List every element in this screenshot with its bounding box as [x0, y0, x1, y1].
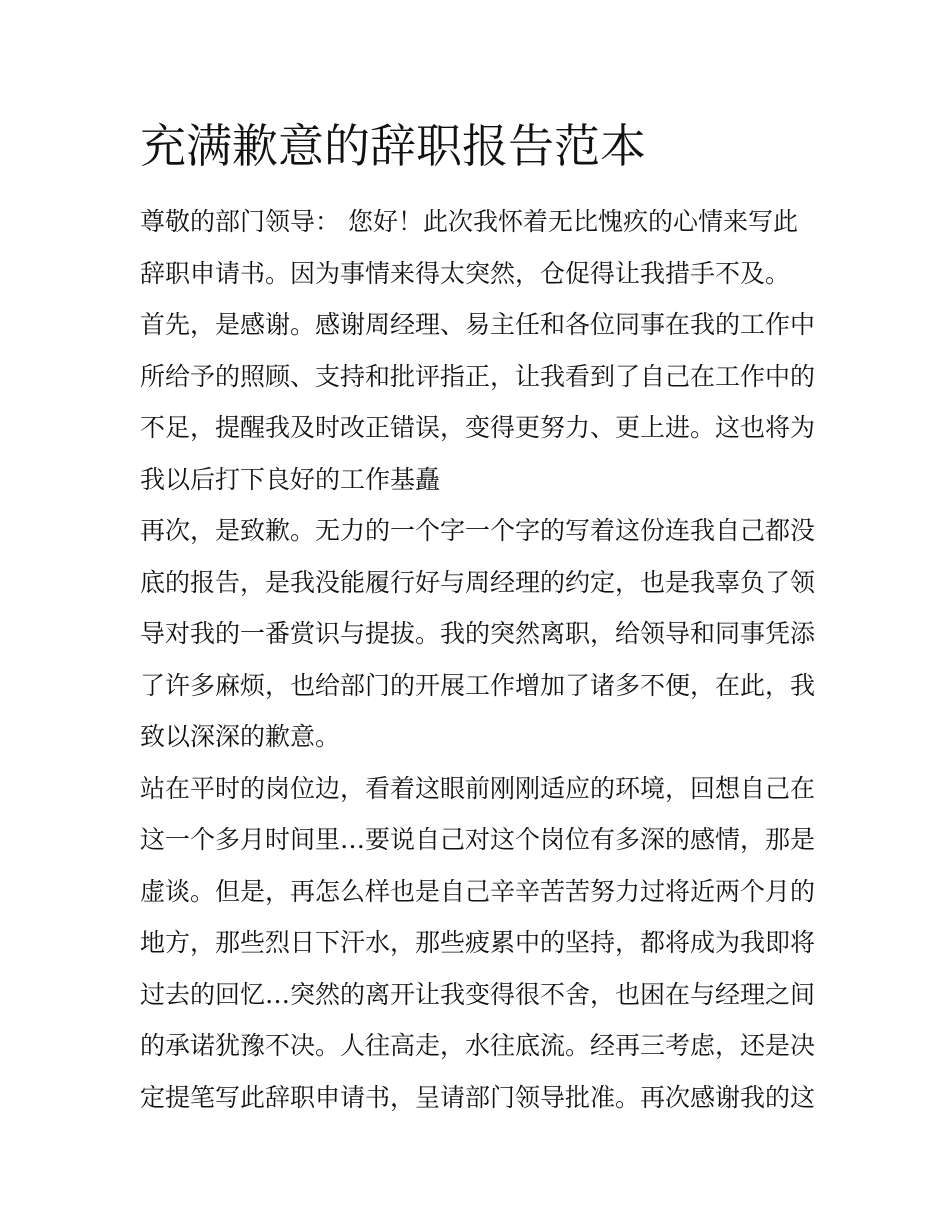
body-line: 不足，提醒我及时改正错误，变得更努力、更上进。这也将为 [140, 413, 816, 442]
body-line: 再次，是致歉。无力的一个字一个字的写着这份连我自己都没 [140, 516, 816, 545]
document-title: 充满歉意的辞职报告范本 [140, 119, 646, 173]
body-line: 辞职申请书。因为事情来得太突然，仓促得让我措手不及。 [140, 258, 791, 288]
document-body [140, 200, 820, 1127]
body-line: 地方，那些烈日下汗水，那些疲累中的坚持，都将成为我即将 [140, 928, 816, 957]
body-line: 定提笔写此辞职申请书，呈请部门领导批准。再次感谢我的这 [140, 1082, 816, 1112]
body-line: 我以后打下良好的工作基矗 [140, 464, 441, 494]
body-line: 尊敬的部门领导： 您好！此次我怀着无比愧疚的心情来写此 [140, 207, 798, 236]
body-line: 虚谈。但是，再怎么样也是自己辛辛苦苦努力过将近两个月的 [140, 876, 816, 906]
body-line: 所给予的照顾、支持和批评指正，让我看到了自己在工作中的 [140, 361, 816, 391]
body-line: 了许多麻烦，也给部门的开展工作增加了诸多不便，在此，我 [140, 670, 816, 700]
body-line: 致以深深的歉意。 [140, 722, 341, 751]
body-line: 的承诺犹豫不决。人往高走，水往底流。经再三考虑，还是决 [140, 1031, 816, 1060]
body-line: 过去的回忆…突然的离开让我变得很不舍，也困在与经理之间 [140, 979, 816, 1009]
body-line: 站在平时的岗位边，看着这眼前刚刚适应的环境，回想自己在 [140, 773, 816, 803]
body-line: 这一个多月时间里…要说自己对这个岗位有多深的感情，那是 [140, 825, 816, 854]
body-line: 底的报告，是我没能履行好与周经理的约定，也是我辜负了领 [140, 567, 816, 597]
body-line: 导对我的一番赏识与提拔。我的突然离职，给领导和同事凭添 [140, 619, 816, 648]
body-line: 首先，是感谢。感谢周经理、易主任和各位同事在我的工作中 [140, 310, 816, 339]
